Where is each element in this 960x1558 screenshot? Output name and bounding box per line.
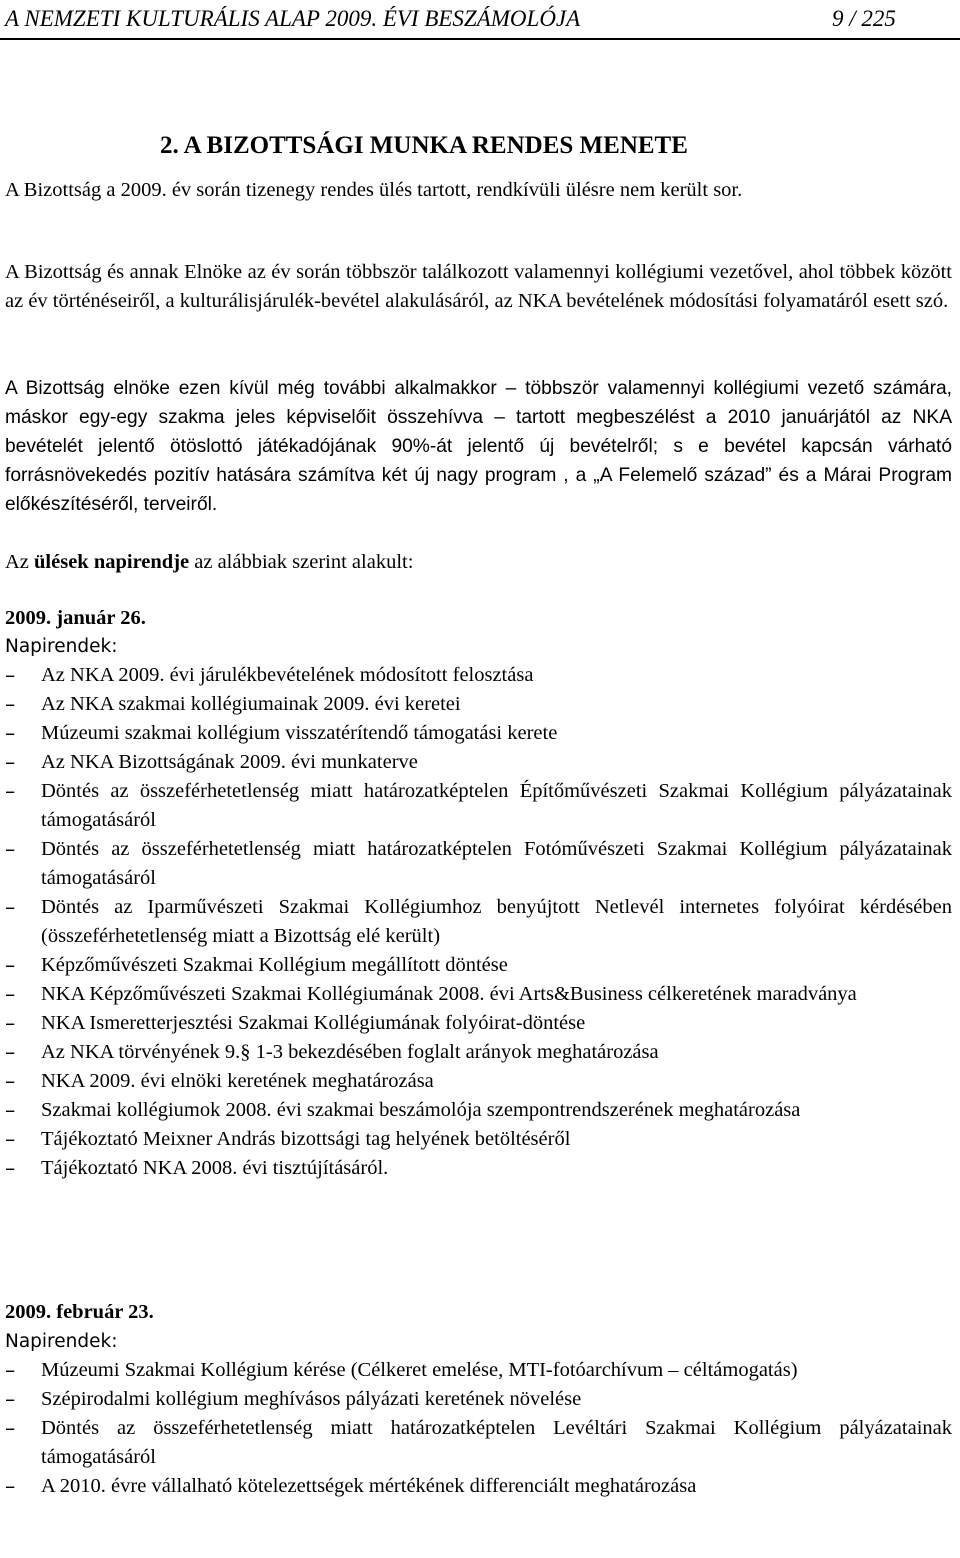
dash-bullet: – xyxy=(5,837,16,861)
dash-bullet: – xyxy=(5,1156,16,1180)
page-number: 9 / 225 xyxy=(832,6,896,31)
list-item: – Tájékoztató NKA 2008. évi tisztújításáról. xyxy=(5,1154,952,1183)
paragraph-chair-meetings: A Bizottság és annak Elnöke az év során többször találkozott valamennyi kollégiumi vezetővel, ahol többek között az év történéseiről, a kulturálisjárulék-bevétel alakulásáról, az NKA bevételének módosítási folyamatáról esett szó. xyxy=(5,261,952,312)
dash-bullet: – xyxy=(5,982,16,1006)
list-item: – Döntés az összeférhetetlenség miatt határozatképtelen Levéltári Szakmai Kollégium pályázatainak támogatásáról xyxy=(5,1416,952,1468)
dash-bullet: – xyxy=(5,895,16,919)
list-item: – Döntés az Iparművészeti Szakmai Kollégiumhoz benyújtott Netlevél internetes folyóirat kérdésében (összeférhetetlenség miatt a Bizottság elé került) xyxy=(5,895,952,947)
list-item: – Az NKA Bizottságának 2009. évi munkaterve xyxy=(5,748,952,777)
list-item: – Az NKA törvényének 9.§ 1-3 bekezdésében foglalt arányok meghatározása xyxy=(5,1038,952,1067)
paragraph-agenda-intro: Az ülések napirendje az alábbiak szerint alakult: xyxy=(5,551,414,573)
chapter-title: 2. A BIZOTTSÁGI MUNKA RENDES MENETE xyxy=(160,132,688,159)
agenda-label: Napirendek: xyxy=(5,636,118,657)
list-item: – Az NKA szakmai kollégiumainak 2009. évi keretei xyxy=(5,690,952,719)
dash-bullet: – xyxy=(5,1127,16,1151)
dash-bullet: – xyxy=(5,692,16,716)
dash-bullet: – xyxy=(5,721,16,745)
list-item: – NKA 2009. évi elnöki keretének meghatározása xyxy=(5,1067,952,1096)
session-date: 2009. február 23. xyxy=(5,1301,154,1323)
dash-bullet: – xyxy=(5,1358,16,1382)
agenda-list xyxy=(5,1356,952,1501)
dash-bullet: – xyxy=(5,1416,16,1440)
list-item: – NKA Ismeretterjesztési Szakmai Kollégiumának folyóirat-döntése xyxy=(5,1009,952,1038)
list-item: – Döntés az összeférhetetlenség miatt határozatképtelen Építőművészeti Szakmai Kollégium pályázatainak támogatásáról xyxy=(5,779,952,831)
dash-bullet: – xyxy=(5,663,16,687)
dash-bullet: – xyxy=(5,1098,16,1122)
dash-bullet: – xyxy=(5,1474,16,1498)
list-item: – NKA Képzőművészeti Szakmai Kollégiumának 2008. évi Arts&Business célkeretének maradványa xyxy=(5,980,952,1009)
agenda-label: Napirendek: xyxy=(5,1331,118,1352)
dash-bullet: – xyxy=(5,750,16,774)
agenda-list xyxy=(5,661,952,1183)
dash-bullet: – xyxy=(5,953,16,977)
list-item: – Szépirodalmi kollégium meghívásos pályázati keretének növelése xyxy=(5,1385,952,1414)
list-item: – Szakmai kollégiumok 2008. évi szakmai beszámolója szempontrendszerének meghatározása xyxy=(5,1096,952,1125)
dash-bullet: – xyxy=(5,779,16,803)
list-item: – Képzőművészeti Szakmai Kollégium megállított döntése xyxy=(5,951,952,980)
dash-bullet: – xyxy=(5,1011,16,1035)
list-item: – Múzeumi Szakmai Kollégium kérése (Célkeret emelése, MTI-fotóarchívum – céltámogatás) xyxy=(5,1356,952,1385)
running-header xyxy=(0,0,960,40)
paragraph-additional-meetings: A Bizottság elnöke ezen kívül még további alkalmakkor – többször valamennyi kollégiumi vezető számára, máskor egy-egy szakma jeles képviselőit összehívva – tartott megbeszélést a 2010 januárjától az NKA bevételét jelentő ötöslottó játékadójának 90%-át jelentő új bevételről; s e bevétel kapcsán várható forrásnövekedés pozitív hatására számítva két új nagy program , a „A Felemelő század” és a Márai Program előkészítéséről, terveiről. xyxy=(5,378,952,515)
list-item: – A 2010. évre vállalható kötelezettségek mértékének differenciált meghatározása xyxy=(5,1472,952,1501)
list-item: – Döntés az összeférhetetlenség miatt határozatképtelen Fotóművészeti Szakmai Kollégium pályázatainak támogatásáról xyxy=(5,837,952,889)
dash-bullet: – xyxy=(5,1040,16,1064)
list-item: – Múzeumi szakmai kollégium visszatérítendő támogatási kerete xyxy=(5,719,952,748)
dash-bullet: – xyxy=(5,1387,16,1411)
session-date: 2009. január 26. xyxy=(5,607,146,629)
dash-bullet: – xyxy=(5,1069,16,1093)
paragraph-sessions-count: A Bizottság a 2009. év során tizenegy rendes ülés tartott, rendkívüli ülésre nem került sor. xyxy=(5,179,743,201)
document-title: A NEMZETI KULTURÁLIS ALAP 2009. ÉVI BESZÁMOLÓJA xyxy=(5,6,581,31)
list-item: – Az NKA 2009. évi járulékbevételének módosított felosztása xyxy=(5,661,952,690)
list-item: – Tájékoztató Meixner András bizottsági tag helyének betöltéséről xyxy=(5,1125,952,1154)
